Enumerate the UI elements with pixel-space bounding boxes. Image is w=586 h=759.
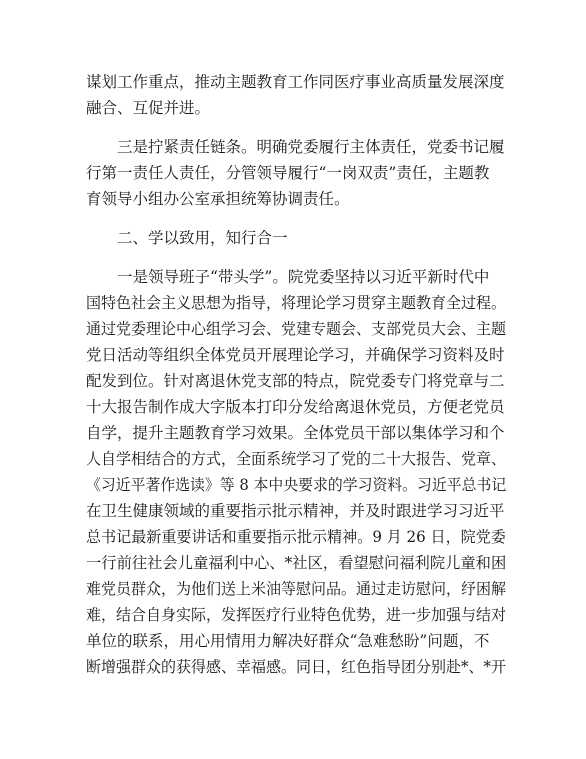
text-line: 人自学相结合的方式，全面系统学习了党的二十大报告、党章、: [86, 450, 507, 468]
text-line: 总书记最新重要讲话和重要指示批示精神。9 月 26 日，院党委: [86, 528, 506, 546]
text-line: 谋划工作重点，推动主题教育工作同医疗事业高质量发展深度: [86, 73, 505, 91]
paragraph-leadership-study: [86, 264, 506, 680]
text-line: 难党员群众，为他们送上米油等慰问品。通过走访慰问，纾困解: [86, 580, 507, 598]
text-line: 育领导小组办公室承担统筹协调责任。: [86, 190, 350, 208]
text-line: 三是拧紧责任链条。明确党委履行主体责任，党委书记履: [86, 138, 505, 156]
text-line: 配发到位。针对离退休党支部的特点，院党委专门将党章与二: [86, 372, 505, 390]
text-line: 通过党委理论中心组学习会、党建专题会、支部党员大会、主题: [86, 320, 507, 338]
text-line: 国特色社会主义思想为指导，将理论学习贯穿主题教育全过程。: [86, 294, 507, 312]
text-line: 融合、互促并进。: [86, 99, 211, 117]
text-line: 难，结合自身实际，发挥医疗行业特色优势，进一步加强与结对: [86, 606, 507, 624]
text-line: 自学，提升主题教育学习效果。全体党员干部以集体学习和个: [86, 424, 505, 442]
heading-text: 二、学以致用，知行合一: [86, 229, 288, 247]
text-line: 断增强群众的获得感、幸福感。同日，红色指导团分别赴*、*开: [86, 658, 507, 676]
paragraph-responsibility-chain: [86, 134, 506, 212]
text-line: 《习近平著作选读》等 8 本中央要求的学习资料。习近平总书记: [86, 476, 507, 494]
section-heading: [86, 225, 506, 251]
text-line: 党日活动等组织全体党员开展理论学习，并确保学习资料及时: [86, 346, 505, 364]
text-line: 单位的联系，用心用情用力解决好群众“急难愁盼”问题，不: [86, 632, 490, 650]
text-line: 行第一责任人责任，分管领导履行“一岗双责”责任，主题教: [86, 164, 490, 182]
text-line: 十大报告制作成大字版本打印分发给离退休党员，方便老党员: [86, 398, 505, 416]
text-line: 一是领导班子“带头学”。院党委坚持以习近平新时代中: [86, 268, 490, 286]
text-line: 在卫生健康领域的重要指示批示精神，并及时跟进学习习近平: [86, 502, 505, 520]
text-line: 一行前往社会儿童福利中心、*社区，看望慰问福利院儿童和困: [86, 554, 507, 572]
paragraph-continuation: [86, 69, 506, 121]
